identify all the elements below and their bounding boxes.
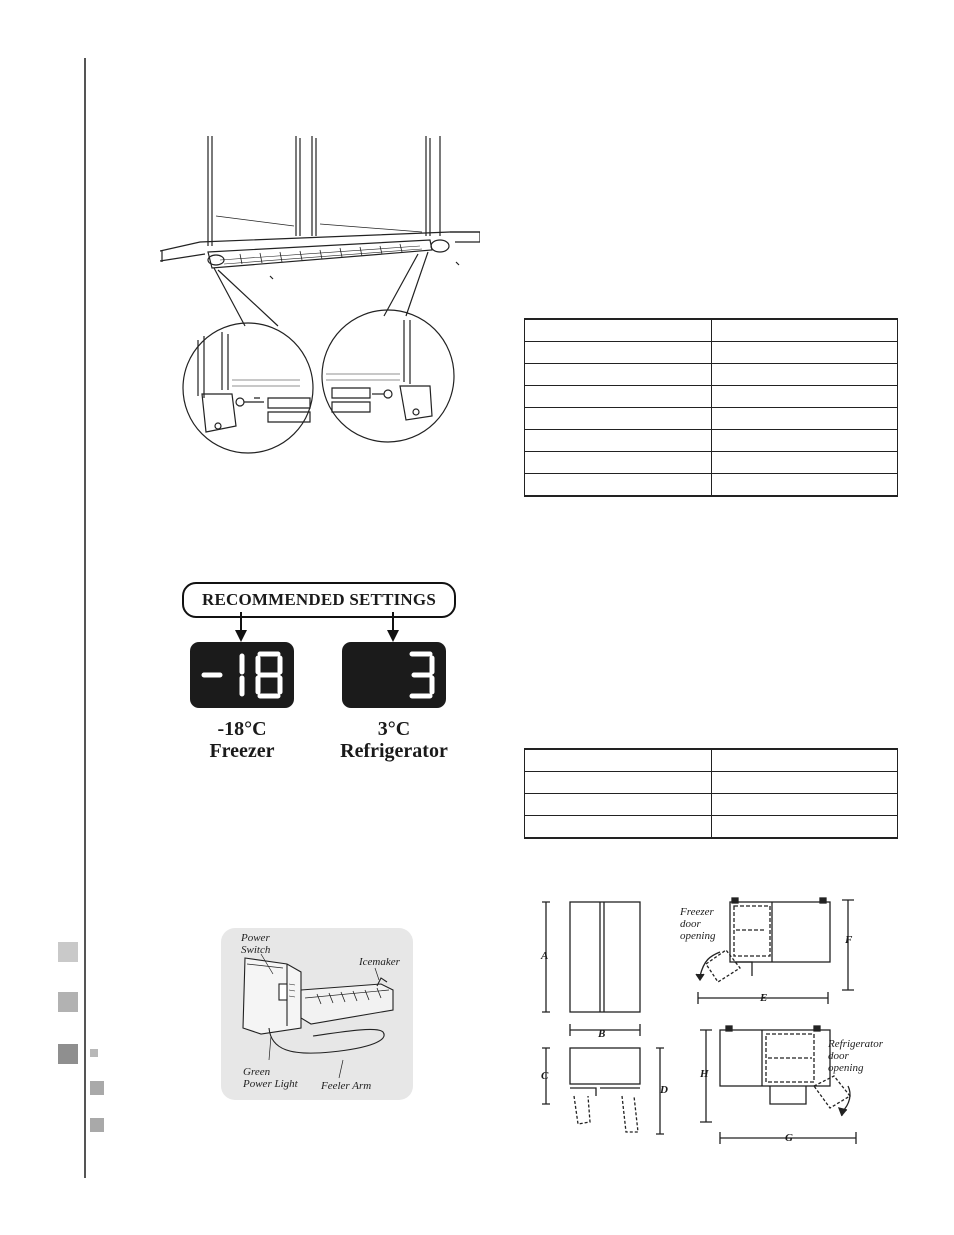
table-row [525, 772, 898, 794]
table-row [525, 474, 898, 497]
sub-nav-square-2[interactable] [90, 1081, 104, 1095]
dim-label-d: D [660, 1084, 668, 1096]
table-row [525, 342, 898, 364]
spec-table-2 [524, 748, 898, 839]
freezer-temp: -18°C [217, 718, 267, 740]
table-row [525, 386, 898, 408]
power-switch-label: Power Switch [241, 932, 271, 956]
green-power-light-label: Green Power Light [243, 1066, 298, 1090]
sub-nav-square-3[interactable] [90, 1118, 104, 1132]
dim-label-c: C [541, 1070, 549, 1082]
settings-arrows [180, 612, 460, 644]
refrigerator-door-opening-label: Refrigerator door opening [828, 1038, 883, 1074]
table-row [525, 816, 898, 839]
refrigerator-temp: 3°C [377, 718, 411, 740]
freezer-temp-caption [182, 718, 302, 762]
sub-nav-square-1[interactable] [90, 1049, 98, 1057]
nav-square-1[interactable] [58, 942, 78, 962]
dim-label-e: E [760, 992, 768, 1004]
margin-rule [84, 58, 86, 1178]
freezer-name: Freezer [209, 740, 275, 762]
recommended-settings-label: RECOMMENDED SETTINGS [182, 582, 456, 618]
table-row [525, 319, 898, 342]
spec-table-1 [524, 318, 898, 497]
refrigerator-seven-segment-readout [342, 642, 446, 708]
table-row [525, 364, 898, 386]
freezer-seven-segment-readout [190, 642, 294, 708]
table-row [525, 749, 898, 772]
table-row [525, 794, 898, 816]
table-row [525, 430, 898, 452]
icemaker-label: Icemaker [359, 956, 400, 968]
table-row [525, 452, 898, 474]
freezer-display [190, 642, 294, 708]
nav-square-2[interactable] [58, 992, 78, 1012]
refrigerator-name: Refrigerator [340, 740, 448, 762]
dim-label-a: A [541, 950, 549, 962]
freezer-door-opening-label: Freezer door opening [680, 906, 716, 942]
dim-label-b: B [598, 1028, 606, 1040]
icemaker-illustration [221, 928, 413, 1100]
dim-label-h: H [700, 1068, 709, 1080]
table-row [525, 408, 898, 430]
refrigerator-temp-caption [330, 718, 458, 762]
dim-label-f: F [845, 934, 853, 946]
refrigerator-display [342, 642, 446, 708]
dim-label-g: G [785, 1132, 793, 1144]
feeler-arm-label: Feeler Arm [321, 1080, 372, 1092]
nav-square-3[interactable] [58, 1044, 78, 1064]
toe-grille-illustration [160, 136, 480, 458]
